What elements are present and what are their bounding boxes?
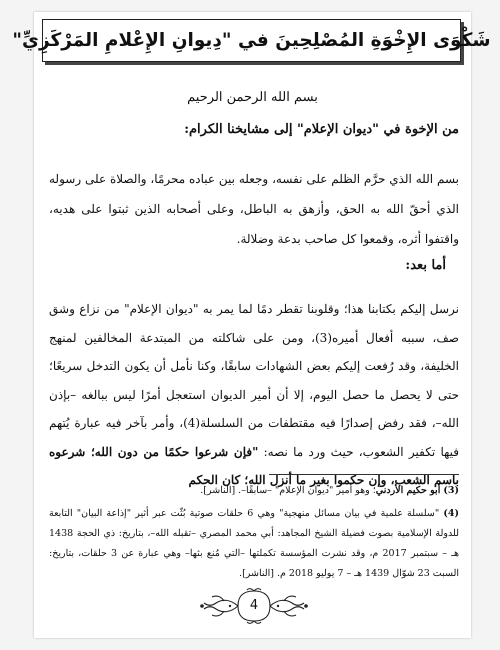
footnote-name: أبو حكيم الأردني [375,485,441,496]
footnote-number: (4) [443,508,459,519]
page-title: شَكْوَى الإِخْوَةِ المُصْلِحِينَ في "دِيوانِ الإِعْلامِ المَرْكَزِيِّ" [42,19,461,62]
footnote-4 [49,504,459,584]
footnote-3 [49,481,459,501]
footnote-number: (3) [443,485,459,496]
quoted-statement: "فإن شرعوا حكمًا من دون الله؛ شرعوه باسم الشعب، وإن حكموا بغير ما أنزل الله؛ كان الحكم [49,444,459,487]
footnote-text: ؛ وهو أمير "ديوان الإعلام" –سابقًا–. [الناشر]. [200,485,376,496]
ama-bad-heading: أما بعد: [405,258,446,273]
salutation: من الإخوة في "ديوان الإعلام" إلى مشايخنا الكرام: [184,122,459,137]
document-page [12,12,491,638]
body-paragraph [49,295,459,495]
page-number: 4 [249,597,259,613]
footnote-divider [269,474,459,475]
body-paragraph-text: نرسل إليكم بكتابنا هذا؛ وقلوبنا تقطر دمًا لما يمر به "ديوان الإعلام" من نزاع وشق صف، سببه أفعال أميره(3)، ومن على شاكلته من المبتدعة المخالفين لمنهج الخليفة، وقد رُفعت إليكم بعض الشهادات سابقًا، وكنا نأمل أن يكون التدخل سريعًا؛ حتى لا يحصل ما حصل اليوم، إلا أن أمير الديوان استعجل أمرًا ليس ببالغه –بإذن الله–، فقد رفض إصدارًا فيه مقتطفات من السلسلة(4)، وأمر بآخر فيه عبارة يُتهم فيها تكفير الشعوب، حيث ورد ما نصه: [49,302,459,459]
opening-paragraph: بسم الله الذي حرَّم الظلم على نفسه، وجعله بين عباده محرمًا، والصلاة على رسوله الذي أحقّ الله به الحق، وأزهق به الباطل، وعلى أصحابه الذين ثبتوا على هديه، واقتفوا أثره، وقمعوا كل صاحب بدعة وضلالة. [49,172,459,246]
basmala: بسم الله الرحمن الرحيم [187,90,318,105]
footnote-text: "سلسلة علمية في بيان مسائل منهجية" وهي 6 حلقات صوتية بُثّت عبر أثير "إذاعة البيان" التابعة للدولة الإسلامية بصوت فضيلة الشيخ المجاهد: أبي محمد المصري –تقبله الله–، بتاريخ: ذي الحجة 1438 هـ – سبتمبر 2017 م، وقد نشرت المؤسسة تكملتها –التي مُنع بثها– وهي عبارة عن 3 حلقات، بتاريخ: السبت 23 شوّال 1439 هـ – 7 يوليو 2018 م. [الناشر]. [49,508,459,579]
